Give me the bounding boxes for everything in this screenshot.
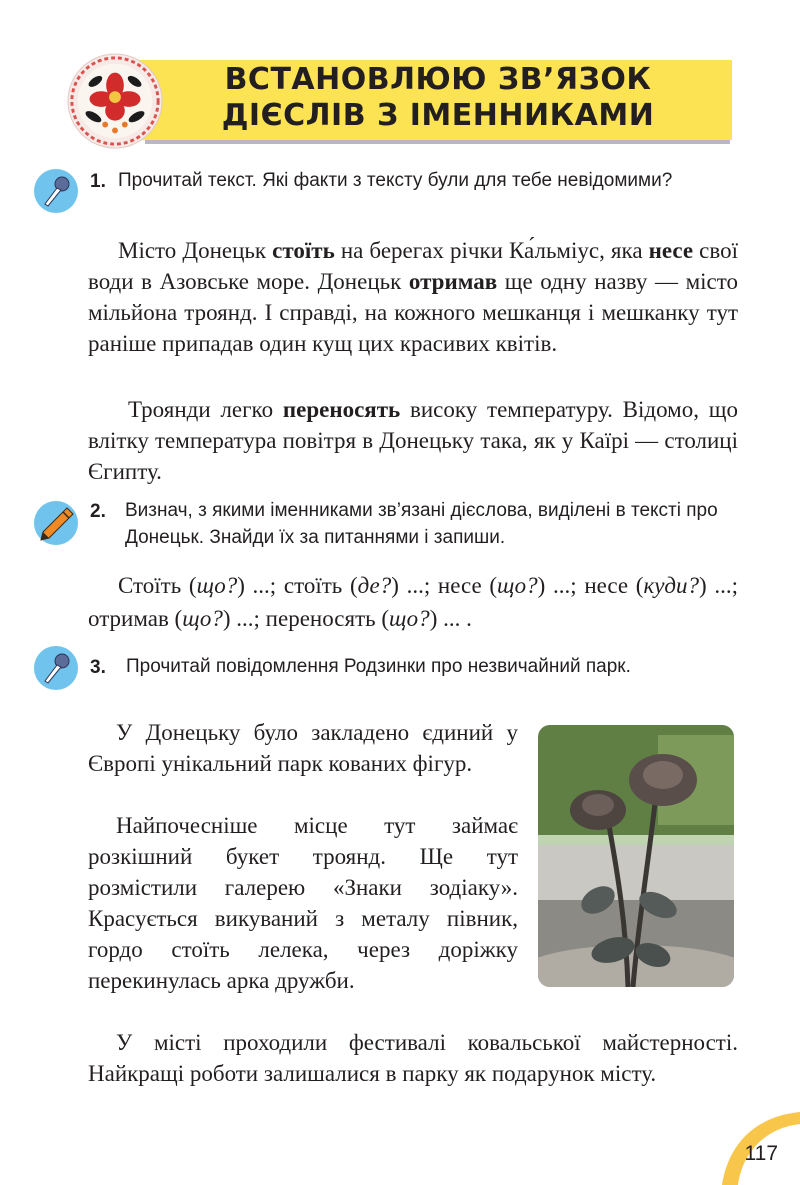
title-line-1: ВСТАНОВЛЮЮ ЗВ’ЯЗОК <box>224 62 652 97</box>
page-number: 117 <box>744 1142 778 1165</box>
pen-icon <box>33 500 79 546</box>
title-line-2: ДІЄСЛІВ З ІМЕННИКАМИ <box>221 98 655 133</box>
text-fragment: на берегах річки Ка́льміус, яка <box>334 238 649 263</box>
question-word: що? <box>389 606 430 631</box>
task-3-instruction: Прочитай повідомлення Родзинки про незвичайний парк. <box>126 656 631 677</box>
question-word: що? <box>196 573 238 598</box>
text-fragment: Місто Донецьк <box>118 238 273 263</box>
microphone-icon <box>33 168 79 214</box>
task-1-paragraph-2 <box>88 394 738 487</box>
question-word: що? <box>182 606 223 631</box>
text-fragment: ) ...; переносять ( <box>222 606 390 631</box>
task-2-instruction: Визнач, з якими іменниками зв’язані дієслова, виділені в тексті про Донецьк. Знайди їх за питаннями і запиши. <box>125 500 718 548</box>
text-fragment: ) ...; стоїть ( <box>237 573 358 598</box>
text-fragment: високу температуру. Відомо, що влітку температура повітря в Донецьку така, як у Каїрі — столиці Єгипту. <box>88 397 738 484</box>
text-fragment: ) ...; несе ( <box>537 573 644 598</box>
text-fragment: ) ...; несе ( <box>391 573 498 598</box>
text-fragment: свої води в Азовське море. Донецьк <box>88 238 738 294</box>
highlighted-verb: переносять <box>282 397 401 422</box>
text-fragment: Стоїть ( <box>118 573 197 598</box>
text-fragment: ще одну назву — місто мільйона троянд. І справді, на кожного мешканця і мешканку тут раніше припадав один кущ цих красивих квітів. <box>88 269 738 356</box>
forged-iron-roses-sculpture-photo <box>538 725 734 987</box>
task-3-number: 3. <box>90 657 106 678</box>
task-2-number: 2. <box>90 501 106 522</box>
task-2-exercise-line <box>88 569 738 635</box>
question-word: де? <box>357 573 392 598</box>
task-3-paragraph-3: У місті проходили фестивалі ковальської майстерності. Найкращі роботи залишалися в парку як подарунок місту. <box>88 1030 738 1086</box>
task-3-paragraph-2: Найпочесніше місце тут займає розкішний букет троянд. Ще тут розмістили галерею «Знаки зодіаку». Красується викуваний з металу півник, гордо стоїть лелека, через доріжку перекинулась арка дружби. <box>88 813 518 993</box>
task-1-paragraph-1 <box>88 235 738 359</box>
question-word: що? <box>497 573 538 598</box>
highlighted-verb: стоїть <box>272 238 335 263</box>
highlighted-verb: отримав <box>408 269 498 294</box>
text-fragment: Троянди легко <box>128 397 283 422</box>
question-word: куди? <box>643 573 699 598</box>
highlighted-verb: несе <box>648 238 694 263</box>
task-3-paragraph-1: У Донецьку було закладено єдиний у Європі унікальний парк кованих фігур. <box>88 720 518 776</box>
text-fragment: ) ... . <box>429 606 472 631</box>
task-1-instruction: Прочитай текст. Які факти з тексту були для тебе невідомими? <box>118 170 673 191</box>
text-fragment: ) ...; отримав ( <box>88 573 738 631</box>
petrykivka-flower-plate-icon <box>66 52 164 150</box>
microphone-icon <box>33 645 79 691</box>
task-1-number: 1. <box>90 171 106 192</box>
page-title <box>178 62 698 134</box>
